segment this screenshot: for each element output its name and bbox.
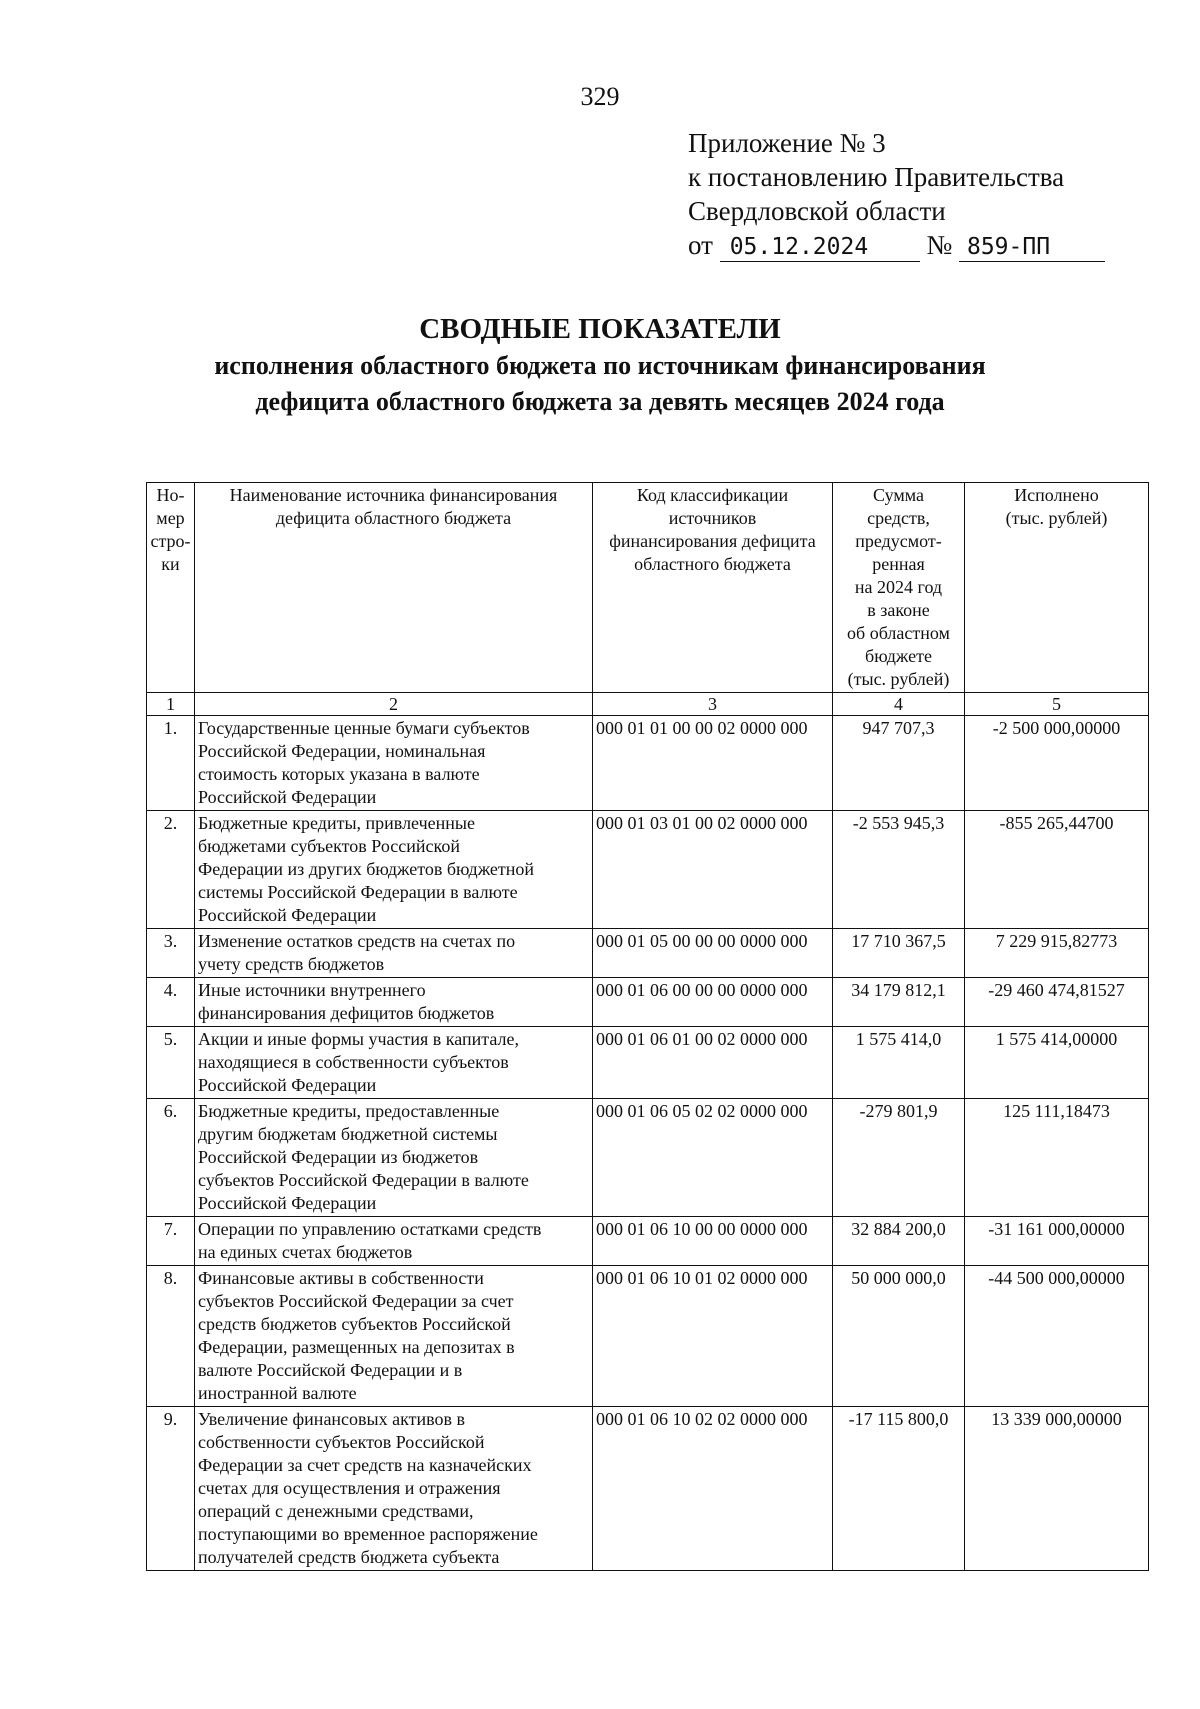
appendix-resolution: к постановлению Правительства [688, 162, 1065, 192]
classification-code: 000 01 01 00 00 02 0000 000 [593, 716, 833, 811]
table-row [147, 1099, 1149, 1217]
column-index: 1 [147, 693, 195, 716]
source-name-line: финансирования дефицитов бюджетов [198, 1003, 495, 1023]
executed-amount: 13 339 000,00000 [965, 1407, 1149, 1571]
source-name-line: находящиеся в собственности субъектов [198, 1052, 509, 1072]
column-index: 5 [965, 693, 1149, 716]
table-row [147, 1407, 1149, 1571]
column-index-row [147, 693, 1149, 716]
table-row [147, 716, 1149, 811]
row-number: 8. [147, 1266, 195, 1407]
header-row-number-line: стро- [150, 531, 191, 551]
source-name-line: Акции и иные формы участия в капитале, [198, 1029, 520, 1049]
planned-amount: 32 884 200,0 [833, 1217, 965, 1266]
header-planned-amount [833, 483, 965, 693]
header-classification-code-line: областного бюджета [634, 554, 791, 574]
source-name-line: получателей средств бюджета субъекта [198, 1547, 500, 1567]
appendix-date-line [688, 228, 1105, 262]
heading-subtitle-1: исполнения областного бюджета по источникам финансирования [214, 351, 986, 380]
executed-amount: -855 265,44700 [965, 811, 1149, 929]
source-name-line: Бюджетные кредиты, привлеченные [198, 813, 475, 833]
page-number: 329 [580, 82, 620, 111]
source-name-line: Российской Федерации из бюджетов [198, 1147, 479, 1167]
source-name-line: валюте Российской Федерации и в [198, 1360, 463, 1380]
source-name-line: Федерации из других бюджетов бюджетной [198, 859, 535, 879]
source-name-line: Федерации, размещенных на депозитах в [198, 1337, 515, 1357]
source-name-line: бюджетами субъектов Российской [198, 836, 461, 856]
heading-title: СВОДНЫЕ ПОКАЗАТЕЛИ [419, 313, 781, 345]
appendix-block [688, 126, 1105, 262]
source-name-line: Российской Федерации [198, 787, 377, 807]
source-name-line: Изменение остатков средств на счетах по [198, 931, 516, 951]
header-row-number-line: Но- [156, 485, 185, 505]
header-source-name [195, 483, 593, 693]
heading-subtitle-2: дефицита областного бюджета за девять месяцев 2024 года [255, 387, 945, 416]
executed-amount: 1 575 414,00000 [965, 1027, 1149, 1099]
classification-code: 000 01 06 10 02 02 0000 000 [593, 1407, 833, 1571]
source-name [195, 1099, 593, 1217]
executed-amount: 125 111,18473 [965, 1099, 1149, 1217]
column-index: 2 [195, 693, 593, 716]
date-prefix: от [688, 230, 713, 260]
planned-amount: -17 115 800,0 [833, 1407, 965, 1571]
planned-amount: -2 553 945,3 [833, 811, 965, 929]
source-name-line: другим бюджетам бюджетной системы [198, 1124, 498, 1144]
column-index: 4 [833, 693, 965, 716]
header-classification-code-line: финансирования дефицита [609, 531, 816, 551]
source-name-line: Федерации за счет средств на казначейских [198, 1455, 532, 1475]
table-row [147, 1217, 1149, 1266]
header-planned-amount-line: в законе [867, 600, 930, 620]
classification-code: 000 01 06 10 00 00 0000 000 [593, 1217, 833, 1266]
source-name-line: учету средств бюджетов [198, 954, 385, 974]
source-name [195, 1266, 593, 1407]
table-header-row [147, 483, 1149, 693]
column-index: 3 [593, 693, 833, 716]
source-name [195, 716, 593, 811]
source-name-line: субъектов Российской Федерации за счет [198, 1291, 514, 1311]
header-source-name-line: дефицита областного бюджета [275, 508, 512, 528]
source-name-line: Бюджетные кредиты, предоставленные [198, 1101, 500, 1121]
planned-amount: 34 179 812,1 [833, 978, 965, 1027]
planned-amount: -279 801,9 [833, 1099, 965, 1217]
row-number: 6. [147, 1099, 195, 1217]
row-number: 4. [147, 978, 195, 1027]
header-classification-code-line: Код классификации [636, 485, 789, 505]
source-name-line: Российской Федерации [198, 1075, 377, 1095]
classification-code: 000 01 06 10 01 02 0000 000 [593, 1266, 833, 1407]
number-prefix: № [926, 230, 953, 260]
header-executed-amount-line: Исполнено [1014, 485, 1099, 505]
source-name-line: счетах для осуществления и отражения [198, 1478, 501, 1498]
source-name-line: Государственные ценные бумаги субъектов [198, 718, 530, 738]
header-planned-amount-line: об областном [847, 623, 950, 643]
budget-table [146, 482, 1149, 1571]
executed-amount: -29 460 474,81527 [965, 978, 1149, 1027]
row-number: 7. [147, 1217, 195, 1266]
source-name [195, 978, 593, 1027]
row-number: 1. [147, 716, 195, 811]
source-name [195, 1217, 593, 1266]
classification-code: 000 01 03 01 00 02 0000 000 [593, 811, 833, 929]
source-name-line: Иные источники внутреннего [198, 980, 426, 1000]
executed-amount: -2 500 000,00000 [965, 716, 1149, 811]
header-planned-amount-line: предусмот- [855, 531, 942, 551]
classification-code: 000 01 06 00 00 00 0000 000 [593, 978, 833, 1027]
source-name-line: средств бюджетов субъектов Российской [198, 1314, 511, 1334]
row-number: 5. [147, 1027, 195, 1099]
row-number: 9. [147, 1407, 195, 1571]
header-executed-amount-line: (тыс. рублей) [1005, 508, 1108, 528]
classification-code: 000 01 05 00 00 00 0000 000 [593, 929, 833, 978]
executed-amount: -44 500 000,00000 [965, 1266, 1149, 1407]
source-name-line: субъектов Российской Федерации в валюте [198, 1170, 529, 1190]
header-source-name-line: Наименование источника финансирования [229, 485, 558, 505]
table-row [147, 1266, 1149, 1407]
source-name-line: Российской Федерации [198, 905, 377, 925]
source-name-line: на единых счетах бюджетов [198, 1242, 413, 1262]
source-name [195, 929, 593, 978]
header-planned-amount-line: на 2024 год [854, 577, 943, 597]
source-name [195, 1027, 593, 1099]
executed-amount: 7 229 915,82773 [965, 929, 1149, 978]
table-row [147, 929, 1149, 978]
table-row [147, 978, 1149, 1027]
row-number: 2. [147, 811, 195, 929]
source-name-line: системы Российской Федерации в валюте [198, 882, 518, 902]
header-planned-amount-line: бюджете [865, 646, 932, 666]
source-name-line: Финансовые активы в собственности [198, 1268, 484, 1288]
planned-amount: 17 710 367,5 [833, 929, 965, 978]
source-name-line: собственности субъектов Российской [198, 1432, 485, 1452]
document-number: 859-ПП [959, 233, 1105, 262]
header-planned-amount-line: ренная [872, 554, 925, 574]
classification-code: 000 01 06 01 00 02 0000 000 [593, 1027, 833, 1099]
header-row-number-line: мер [156, 508, 185, 528]
header-executed-amount [965, 483, 1149, 693]
header-classification-code-line: источников [668, 508, 757, 528]
planned-amount: 50 000 000,0 [833, 1266, 965, 1407]
source-name-line: операций с денежными средствами, [198, 1501, 474, 1521]
executed-amount: -31 161 000,00000 [965, 1217, 1149, 1266]
row-number: 3. [147, 929, 195, 978]
source-name-line: Российской Федерации [198, 1193, 377, 1213]
table-row [147, 811, 1149, 929]
appendix-region: Свердловской области [688, 196, 946, 226]
source-name-line: поступающими во временное распоряжение [198, 1524, 538, 1544]
document-date: 05.12.2024 [720, 233, 920, 262]
source-name-line: Увеличение финансовых активов в [198, 1409, 466, 1429]
appendix-title: Приложение № 3 [688, 128, 886, 158]
source-name [195, 811, 593, 929]
header-row-number-line: ки [161, 554, 180, 574]
source-name-line: Российской Федерации, номинальная [198, 741, 486, 761]
classification-code: 000 01 06 05 02 02 0000 000 [593, 1099, 833, 1217]
header-classification-code [593, 483, 833, 693]
source-name [195, 1407, 593, 1571]
source-name-line: иностранной валюте [198, 1383, 357, 1403]
table-row [147, 1027, 1149, 1099]
source-name-line: стоимость которых указана в валюте [198, 764, 480, 784]
header-row-number [147, 483, 195, 693]
header-planned-amount-line: Сумма [873, 485, 924, 505]
planned-amount: 1 575 414,0 [833, 1027, 965, 1099]
document-heading [0, 310, 1200, 420]
planned-amount: 947 707,3 [833, 716, 965, 811]
source-name-line: Операции по управлению остатками средств [198, 1219, 542, 1239]
header-planned-amount-line: (тыс. рублей) [847, 669, 950, 689]
header-planned-amount-line: средств, [867, 508, 930, 528]
